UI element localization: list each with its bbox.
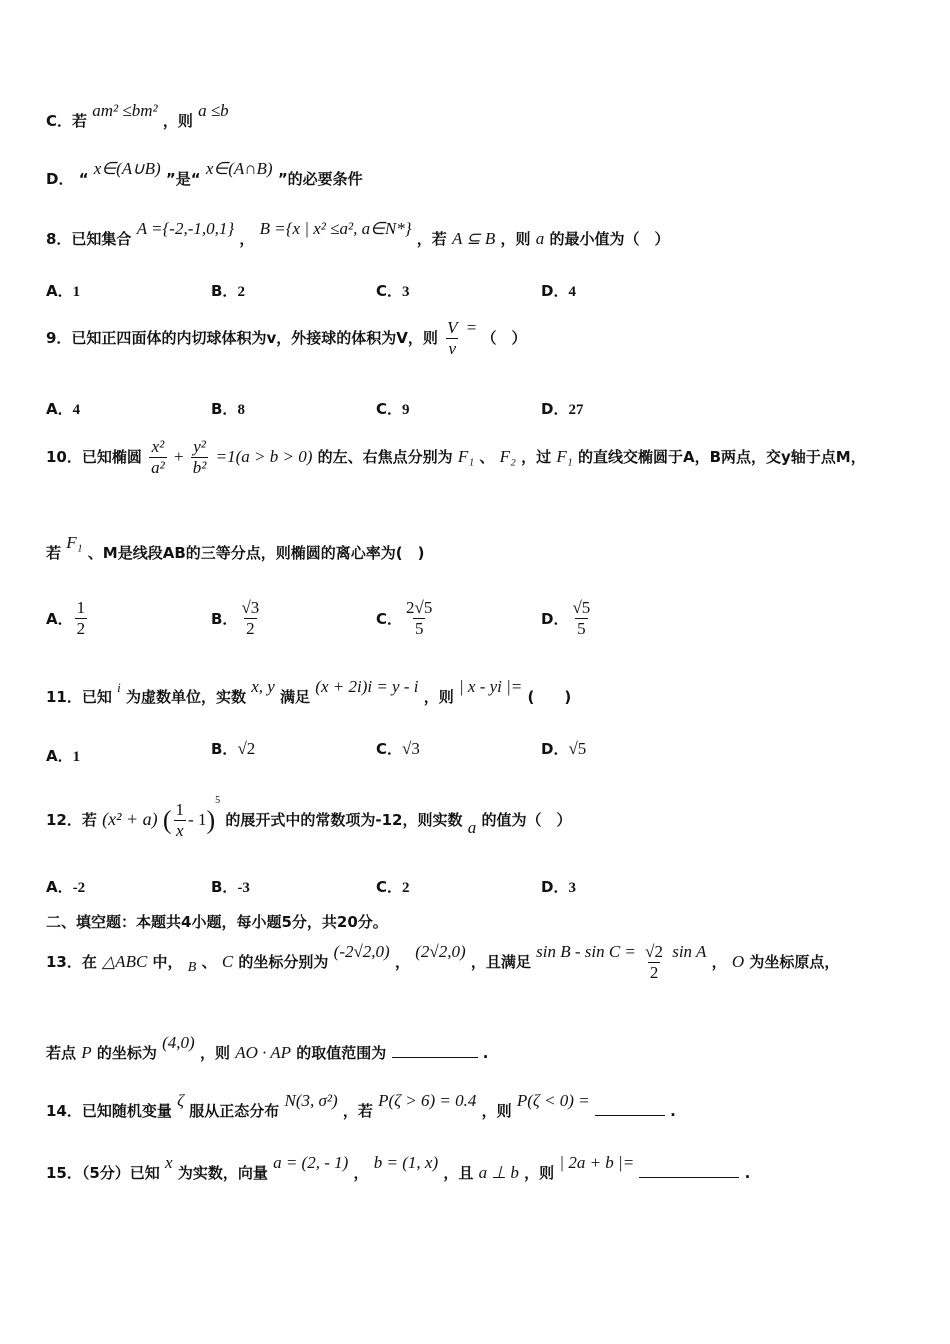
question-10: 10．已知椭圆 $\frac{\text{x²}}{\text{a²}}$ + $\frac{\text{y²}}{\text{b²}}$ =1(a > b > 0) 的左、右焦点分别为 F₁ 、 F₂ ，过 F₁ 的直线交椭圆于A，B两点，交y轴于点M， bbox=[46, 437, 866, 477]
question-13-cont: 若点 P 的坐标为 (4,0) ，则 AO · AP 的取值范围为 . bbox=[46, 1033, 489, 1062]
question-12: 12．若 (x² + a) ( $\frac{1}{x}$ - 1)$^5$ 的展开式中的常数项为-12，则实数 a 的值为（ ） bbox=[46, 795, 572, 840]
option-d-prev: D． “ x∈(A∪B) ”是“ x∈(A∩B) ”的必要条件 bbox=[46, 159, 363, 188]
option-c-prev: C．若 am² ≤bm² ，则 a ≤b bbox=[46, 101, 229, 130]
q10-option-c: C． $\frac{2√5}{5}$ bbox=[376, 598, 433, 638]
answer-blank-15[interactable] bbox=[639, 1163, 739, 1178]
q10-option-d: D． $\frac{√5}{5}$ bbox=[541, 598, 591, 638]
question-11: 11．已知 i 为虚数单位，实数 x, y 满足 (x + 2i)i = y - i ，则 | x - yi |= ( ) bbox=[46, 677, 572, 706]
q12-option-a: A．-2 bbox=[46, 878, 86, 896]
q8-option-c: C．3 bbox=[376, 282, 410, 300]
q8-option-d: D．4 bbox=[541, 282, 576, 300]
question-9: 9．已知正四面体的内切球体积为v，外接球的体积为V，则 $\frac{V}{v}$ = （ ） bbox=[46, 318, 527, 358]
q8-option-a: A．1 bbox=[46, 282, 81, 300]
q10-option-b: B． $\frac{√3}{2}$ bbox=[211, 598, 260, 638]
q11-option-b: B．√2 bbox=[211, 739, 256, 758]
q11-option-c: C．√3 bbox=[376, 739, 420, 758]
q8-option-b: B．2 bbox=[211, 282, 245, 300]
q9-option-d: D．27 bbox=[541, 400, 584, 418]
answer-blank-14[interactable] bbox=[595, 1101, 665, 1116]
q11-option-a: A．1 bbox=[46, 747, 81, 765]
q12-option-c: C．2 bbox=[376, 878, 410, 896]
question-10-cont: 若 F₁ 、M是线段AB的三等分点，则椭圆的离心率为( ) bbox=[46, 533, 425, 562]
question-15: 15．（5分）已知 x 为实数，向量 a = (2, - 1) ， b = (1, x) ，且 a ⊥ b ，则 | 2a + b |= . bbox=[46, 1153, 751, 1182]
fraction-V-over-v: $\frac{V}{v}$ bbox=[447, 318, 458, 358]
fraction-y2-b2: $\frac{\text{y²}}{\text{b²}}$ bbox=[192, 437, 207, 477]
q12-option-d: D．3 bbox=[541, 878, 576, 896]
fraction-sqrt2-over-2: $\frac{√2}{2}$ bbox=[645, 942, 663, 982]
q12-option-b: B．-3 bbox=[211, 878, 250, 896]
fraction-x2-a2: $\frac{\text{x²}}{\text{a²}}$ bbox=[151, 437, 165, 477]
question-14: 14．已知随机变量 ζ 服从正态分布 N(3, σ²) ，若 P(ζ > 6) = 0.4 ，则 P(ζ < 0) = . bbox=[46, 1091, 676, 1120]
fraction-1-over-x: $\frac{1}{x}$ bbox=[175, 800, 185, 840]
answer-blank-13[interactable] bbox=[392, 1043, 478, 1058]
q9-option-c: C．9 bbox=[376, 400, 410, 418]
q9-option-a: A．4 bbox=[46, 400, 81, 418]
question-8: 8．已知集合 A ={-2,-1,0,1} ， B ={x | x² ≤a², a∈N*} ，若 A ⊆ B ，则 a 的最小值为（ ） bbox=[46, 219, 670, 248]
q9-option-b: B．8 bbox=[211, 400, 245, 418]
q11-option-d: D．√5 bbox=[541, 739, 587, 758]
section-fill-in-heading: 二、填空题：本题共4小题，每小题5分，共20分。 bbox=[46, 913, 388, 931]
question-13: 13．在 △ABC 中， B 、 C 的坐标分别为 (-2√2,0) ， (2√2,0) ，且满足 sin B - sin C = $\frac{√2}{2}$ sin A ， O 为坐标原点， bbox=[46, 942, 840, 982]
q10-option-a: A． $\frac{1}{2}$ bbox=[46, 598, 86, 638]
